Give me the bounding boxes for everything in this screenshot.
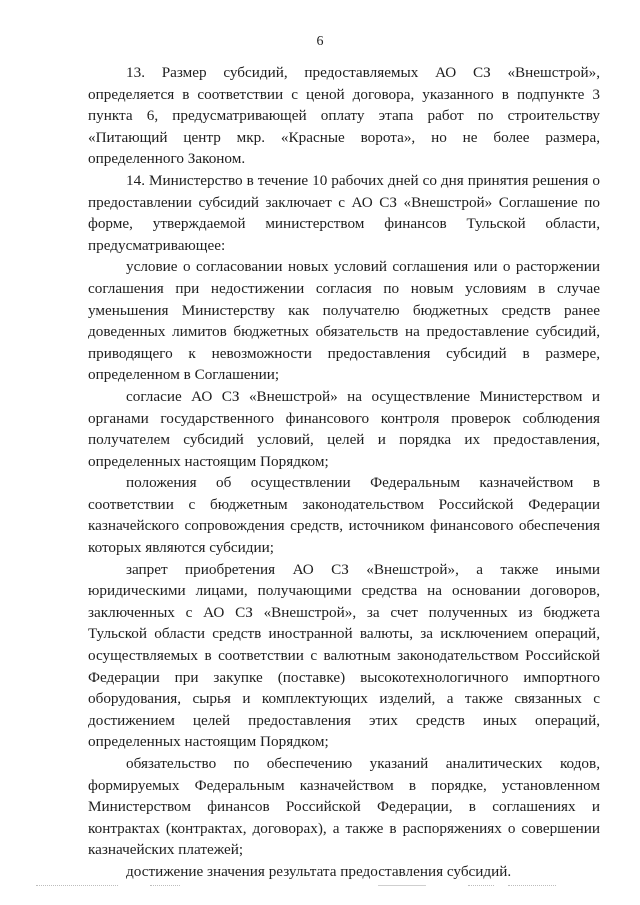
document-body: [88, 62, 600, 883]
scan-mark: [378, 885, 426, 887]
paragraph-clause-13: 13. Размер субсидий, предоставляемых АО СЗ «Внешстрой», определяется в соответствии с ценой договора, указанного в подпункте 3 пункта 6, предусматривающей оплату этапа работ по строительству «Питающий центр мкр. «Красные ворота», но не более размера, определенного Законом.: [88, 64, 600, 168]
paragraph-treasury-support: положения об осуществлении Федеральным казначейством в соответствии с бюджетным законодательством Российской Федерации казначейского сопровождения средств, источником финансового обеспечения которых являются субсидии;: [88, 474, 600, 557]
paragraph-result-achievement: достижение значения результата предоставления субсидий.: [126, 862, 512, 880]
scan-mark: [508, 885, 556, 887]
paragraph-currency-ban: запрет приобретения АО СЗ «Внешстрой», а также иными юридическими лицами, получающими средства на основании договоров, заключенных с АО СЗ «Внешстрой», за счет полученных из бюджета Тульской области средств иностранной валюты, за исключением операций, осуществляемых в соответствии с валютным законодательством Российской Федерации при закупке (поставке) высокотехнологичного импортного оборудования, сырья и комплектующих изделий, а также связанных с достижением целей предоставления этих средств иных операций, определенных настоящим Порядком;: [88, 560, 600, 751]
scan-footer-marks: [0, 885, 640, 891]
scan-mark: [150, 885, 180, 887]
paragraph-condition-renegotiation: условие о согласовании новых условий соглашения или о расторжении соглашения при недостижении согласия по новым условиям в случае уменьшения Министерству как получателю бюджетных средств ранее доведенных лимитов бюджетных обязательств на предоставление субсидий, приводящего к невозможности предоставления субсидий в размере, определенном в Соглашении;: [88, 258, 600, 384]
paragraph-clause-14: 14. Министерство в течение 10 рабочих дней со дня принятия решения о предоставлении субсидий заключает с АО СЗ «Внешстрой» Соглашение по форме, утверждаемой министерством финансов Тульской области, предусматривающее:: [88, 171, 600, 254]
scan-mark: [36, 885, 118, 887]
scan-mark: [468, 885, 494, 887]
paragraph-analytic-codes: обязательство по обеспечению указаний аналитических кодов, формируемых Федеральным казначейством в порядке, установленном Министерством финансов Российской Федерации, в соглашениях и контрактах (контрактах, договорах), а также в распоряжениях о совершении казначейских платежей;: [88, 755, 600, 859]
paragraph-consent-inspections: согласие АО СЗ «Внешстрой» на осуществление Министерством и органами государственного финансового контроля проверок соблюдения получателем субсидий условий, целей и порядка их предоставления, определенных настоящим Порядком;: [88, 387, 600, 470]
page-number: 6: [316, 34, 324, 49]
